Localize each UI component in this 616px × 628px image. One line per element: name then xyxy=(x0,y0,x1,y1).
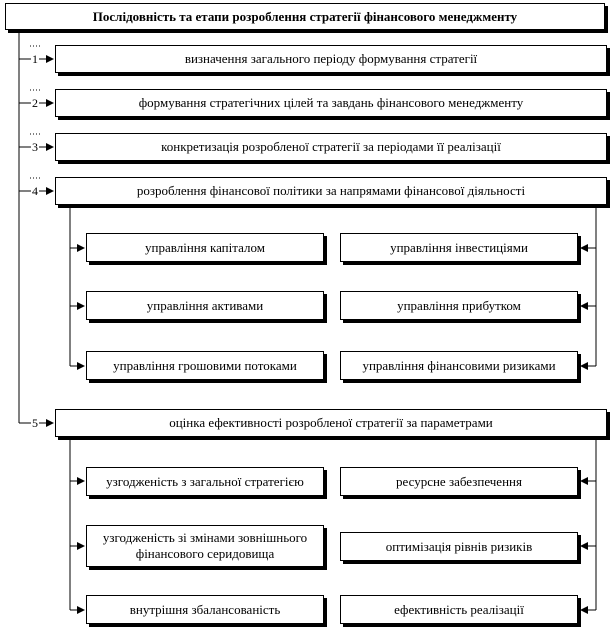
policy-area-cash-flows: управління грошовими потоками xyxy=(86,351,324,380)
step-number-3: 3 xyxy=(32,140,38,154)
step-1-box: визначення загального періоду формування стратегії xyxy=(55,45,607,73)
step-4-box: розроблення фінансової політики за напрямами фінансової діяльності xyxy=(55,177,607,205)
step-3-box: конкретизація розробленої стратегії за періодами її реалізації xyxy=(55,133,607,161)
step-number-1: 1 xyxy=(32,52,38,66)
policy-area-assets: управління активами xyxy=(86,291,324,320)
policy-area-profit: управління прибутком xyxy=(340,291,578,320)
parameter-internal-balance: внутрішня збалансованість xyxy=(86,595,324,624)
diagram-title: Послідовність та етапи розроблення стратегії фінансового менеджменту xyxy=(5,3,605,30)
policy-area-financial-risks: управління фінансовими ризиками xyxy=(340,351,578,380)
step-number-2: 2 xyxy=(32,96,38,110)
policy-area-investments: управління інвестиціями xyxy=(340,233,578,262)
step-number-4: 4 xyxy=(32,184,38,198)
step-2-box: формування стратегічних цілей та завдань фінансового менеджменту xyxy=(55,89,607,117)
step-number-5: 5 xyxy=(32,416,38,430)
parameter-strategy-consistency: узгодженість з загальної стратегією xyxy=(86,467,324,496)
parameter-risk-optimization: оптимізація рівнів ризиків xyxy=(340,532,578,561)
parameter-environment-consistency: узгодженість зі змінами зовнішнього фінансового серидовища xyxy=(86,525,324,567)
parameter-resource-provision: ресурсне забезпечення xyxy=(340,467,578,496)
step-5-box: оцінка ефективності розробленої стратегії за параметрами xyxy=(55,409,607,437)
parameter-implementation-efficiency: ефективність реалізації xyxy=(340,595,578,624)
policy-area-capital: управління капіталом xyxy=(86,233,324,262)
